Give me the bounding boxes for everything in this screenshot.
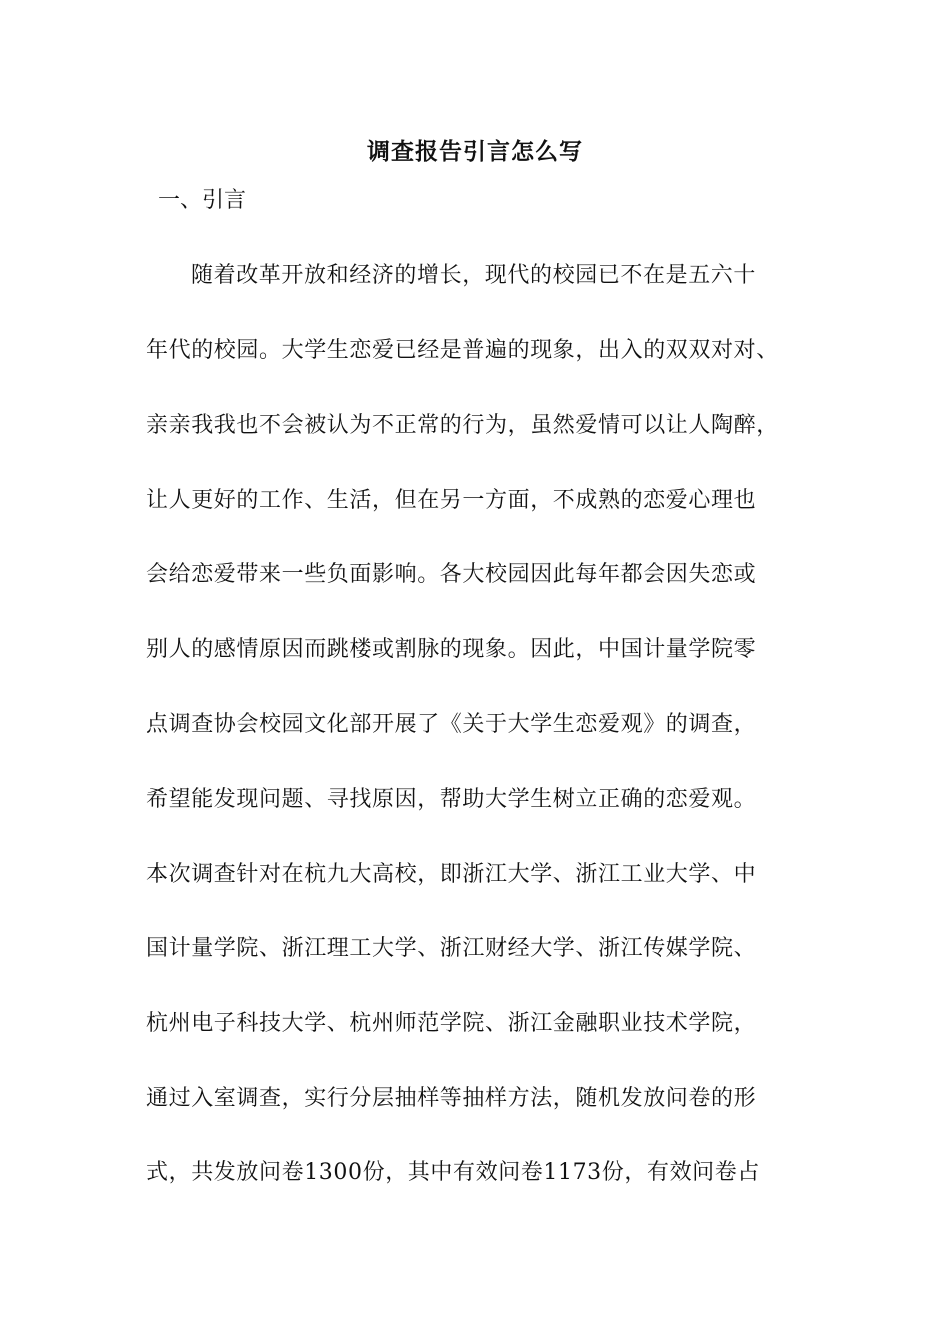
page-title: 调查报告引言怎么写 (367, 138, 583, 165)
paragraph-line: 杭州电子科技大学、杭州师范学院、浙江金融职业技术学院， (146, 1011, 757, 1036)
paragraph-line: 让人更好的工作、生活，但在另一方面，不成熟的恋爱心理也 (146, 488, 757, 513)
paragraph-line: 别人的感情原因而跳楼或割脉的现象。因此，中国计量学院零 (146, 637, 757, 662)
paragraph-line: 国计量学院、浙江理工大学、浙江财经大学、浙江传媒学院、 (146, 936, 757, 961)
paragraph-line: 会给恋爱带来一些负面影响。各大校园因此每年都会因失恋或 (146, 562, 757, 587)
paragraph-line: 通过入室调查，实行分层抽样等抽样方法，随机发放问卷的形 (146, 1086, 757, 1111)
paragraph-line: 亲亲我我也不会被认为不正常的行为，虽然爱情可以让人陶醉， (146, 413, 779, 438)
paragraph-line: 随着改革开放和经济的增长，现代的校园已不在是五六十 (191, 263, 757, 288)
paragraph-line: 点调查协会校园文化部开展了《关于大学生恋爱观》的调查， (146, 712, 757, 737)
paragraph-line: 式，共发放问卷1300份，其中有效问卷1173份，有效问卷占 (146, 1160, 760, 1185)
paragraph-line: 本次调查针对在杭九大高校，即浙江大学、浙江工业大学、中 (146, 862, 757, 887)
section-heading: 一、引言 (158, 188, 247, 213)
paragraph-line: 年代的校园。大学生恋爱已经是普遍的现象，出入的双双对对、 (146, 338, 779, 363)
paragraph-line: 希望能发现问题、寻找原因，帮助大学生树立正确的恋爱观。 (146, 787, 757, 812)
